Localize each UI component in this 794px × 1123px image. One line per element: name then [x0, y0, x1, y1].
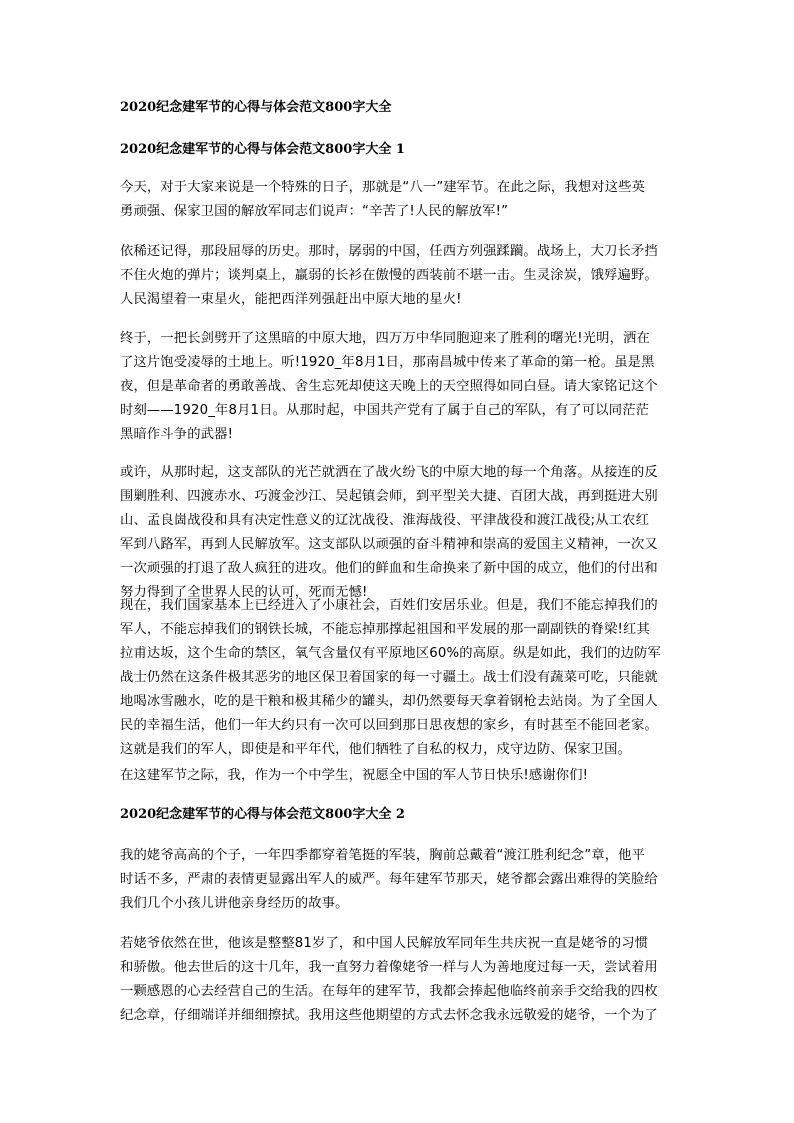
paragraph-line: 围剿胜利、四渡赤水、巧渡金沙江、吴起镇会师，到平型关大捷、百团大战，再到挺进大别: [120, 489, 658, 504]
paragraph-line: 一次顽强的打退了敌人疯狂的进攻。他们的鲜血和生命换来了新中国的成立，他们的付出和: [120, 561, 658, 576]
paragraph-line: 在这建军节之际，我，作为一个中学生，祝愿全中国的军人节日快乐!感谢你们!: [120, 768, 589, 783]
paragraph: [120, 594, 680, 762]
paragraph-line: 纪念章，仔细端详并细细擦拭。我用这些他期望的方式去怀念我永远敬爱的姥爷，一个为了: [120, 1008, 658, 1023]
paragraph: [120, 240, 680, 312]
paragraph-line: 我的姥爷高高的个子，一年四季都穿着笔挺的军装，胸前总戴着“渡江胜利纪念”章，他平: [120, 848, 646, 863]
paragraph-line: 民的幸福生活，他们一年大约只有一次可以回到那日思夜想的家乡，有时甚至不能回老家。: [120, 718, 658, 733]
paragraph-line: 山、孟良崮战役和具有决定性意义的辽沈战役、淮海战役、平津战役和渡江战役;从工农红: [120, 513, 650, 528]
paragraph-line: 依稀还记得，那段屈辱的历史。那时，孱弱的中国，任西方列强蹂躏。战场上，大刀长矛挡: [120, 244, 658, 259]
paragraph-line: 这就是我们的军人，即使是和平年代，他们牺牲了自私的权力，戍守边防、保家卫国。: [120, 742, 631, 757]
paragraph-line: 不住火炮的弹片；谈判桌上，羸弱的长衫在傲慢的西装前不堪一击。生灵涂炭，饿殍遍野。: [120, 268, 658, 283]
paragraph-line: 现在，我们国家基本上已经进入了小康社会，百姓们安居乐业。但是，我们不能忘掉我们的: [120, 598, 658, 613]
paragraph-line: 拉甫达坂，这个生命的禁区，氧气含量仅有平原地区60%的高原。纵是如此，我们的边防军: [120, 646, 661, 661]
paragraph-line: 和骄傲。他去世后的这十几年，我一直努力着像姥爷一样与人为善地度过每一天，尝试着用: [120, 960, 658, 975]
section-heading-2: 2020纪念建军节的心得与体会范文800字大全 2: [120, 807, 405, 822]
paragraph-line: 军人，不能忘掉我们的钢铁长城，不能忘掉那撑起祖国和平发展的那一副副铁的脊梁!红其: [120, 622, 650, 637]
paragraph: [120, 764, 680, 788]
document-title: 2020纪念建军节的心得与体会范文800字大全: [120, 100, 392, 115]
paragraph: [120, 327, 680, 447]
paragraph-line: 军到八路军，再到人民解放军。这支部队以顽强的奋斗精神和崇高的爱国主义精神，一次又: [120, 537, 658, 552]
paragraph-line: 终于，一把长剑劈开了这黑暗的中原大地，四万万中华同胞迎来了胜利的曙光!光明，洒在: [120, 331, 650, 346]
paragraph-line: 黑暗作斗争的武器!: [120, 427, 234, 442]
paragraph-line: 时刻——1920_年8月1日。从那时起，中国共产党有了属于自己的军队，有了可以同茫茫: [120, 403, 650, 418]
paragraph-line: 地喝冰雪融水，吃的是干粮和极其稀少的罐头，却仍然要每天拿着钢枪去站岗。为了全国人: [120, 694, 658, 709]
paragraph-line: 了这片饱受凌辱的土地上。听!1920_年8月1日，那南昌城中传来了革命的第一枪。虽是黑: [120, 355, 655, 370]
section-heading-1: 2020纪念建军节的心得与体会范文800字大全 1: [120, 142, 405, 157]
paragraph-line: 我们几个小孩儿讲他亲身经历的故事。: [120, 896, 349, 911]
paragraph: [120, 176, 680, 224]
paragraph-line: 努力得到了全世界人民的认可，死而无憾!: [120, 585, 368, 600]
paragraph-line: 或许，从那时起，这支部队的光芒就洒在了战火纷飞的中原大地的每一个角落。从接连的反: [120, 465, 658, 480]
paragraph-line: 夜，但是革命者的勇敢善战、舍生忘死却使这天晚上的天空照得如同白昼。请大家铭记这个: [120, 379, 658, 394]
paragraph-line: 今天，对于大家来说是一个特殊的日子，那就是“八一”建军节。在此之际，我想对这些英: [120, 180, 646, 195]
paragraph: [120, 932, 680, 1028]
paragraph-line: 战士仍然在这条件极其恶劣的地区保卫着国家的每一寸疆土。战士们没有蔬菜可吃，只能就: [120, 670, 658, 685]
paragraph-line: 人民渴望着一束星火，能把西洋列强赶出中原大地的星火!: [120, 292, 462, 307]
paragraph-line: 时话不多，严肃的表情更显露出军人的威严。每年建军节那天，姥爷都会露出难得的笑脸给: [120, 872, 658, 887]
paragraph: [120, 844, 680, 916]
paragraph: [120, 461, 680, 605]
paragraph-line: 一颗感恩的心去经营自己的生活。在每年的建军节，我都会捧起他临终前亲手交给我的四枚: [120, 984, 658, 999]
paragraph-line: 若姥爷依然在世，他该是整整81岁了，和中国人民解放军同年生共庆祝一直是姥爷的习惯: [120, 936, 649, 951]
paragraph-line: 勇顽强、保家卫国的解放军同志们说声：“辛苦了!人民的解放军!”: [120, 204, 509, 219]
